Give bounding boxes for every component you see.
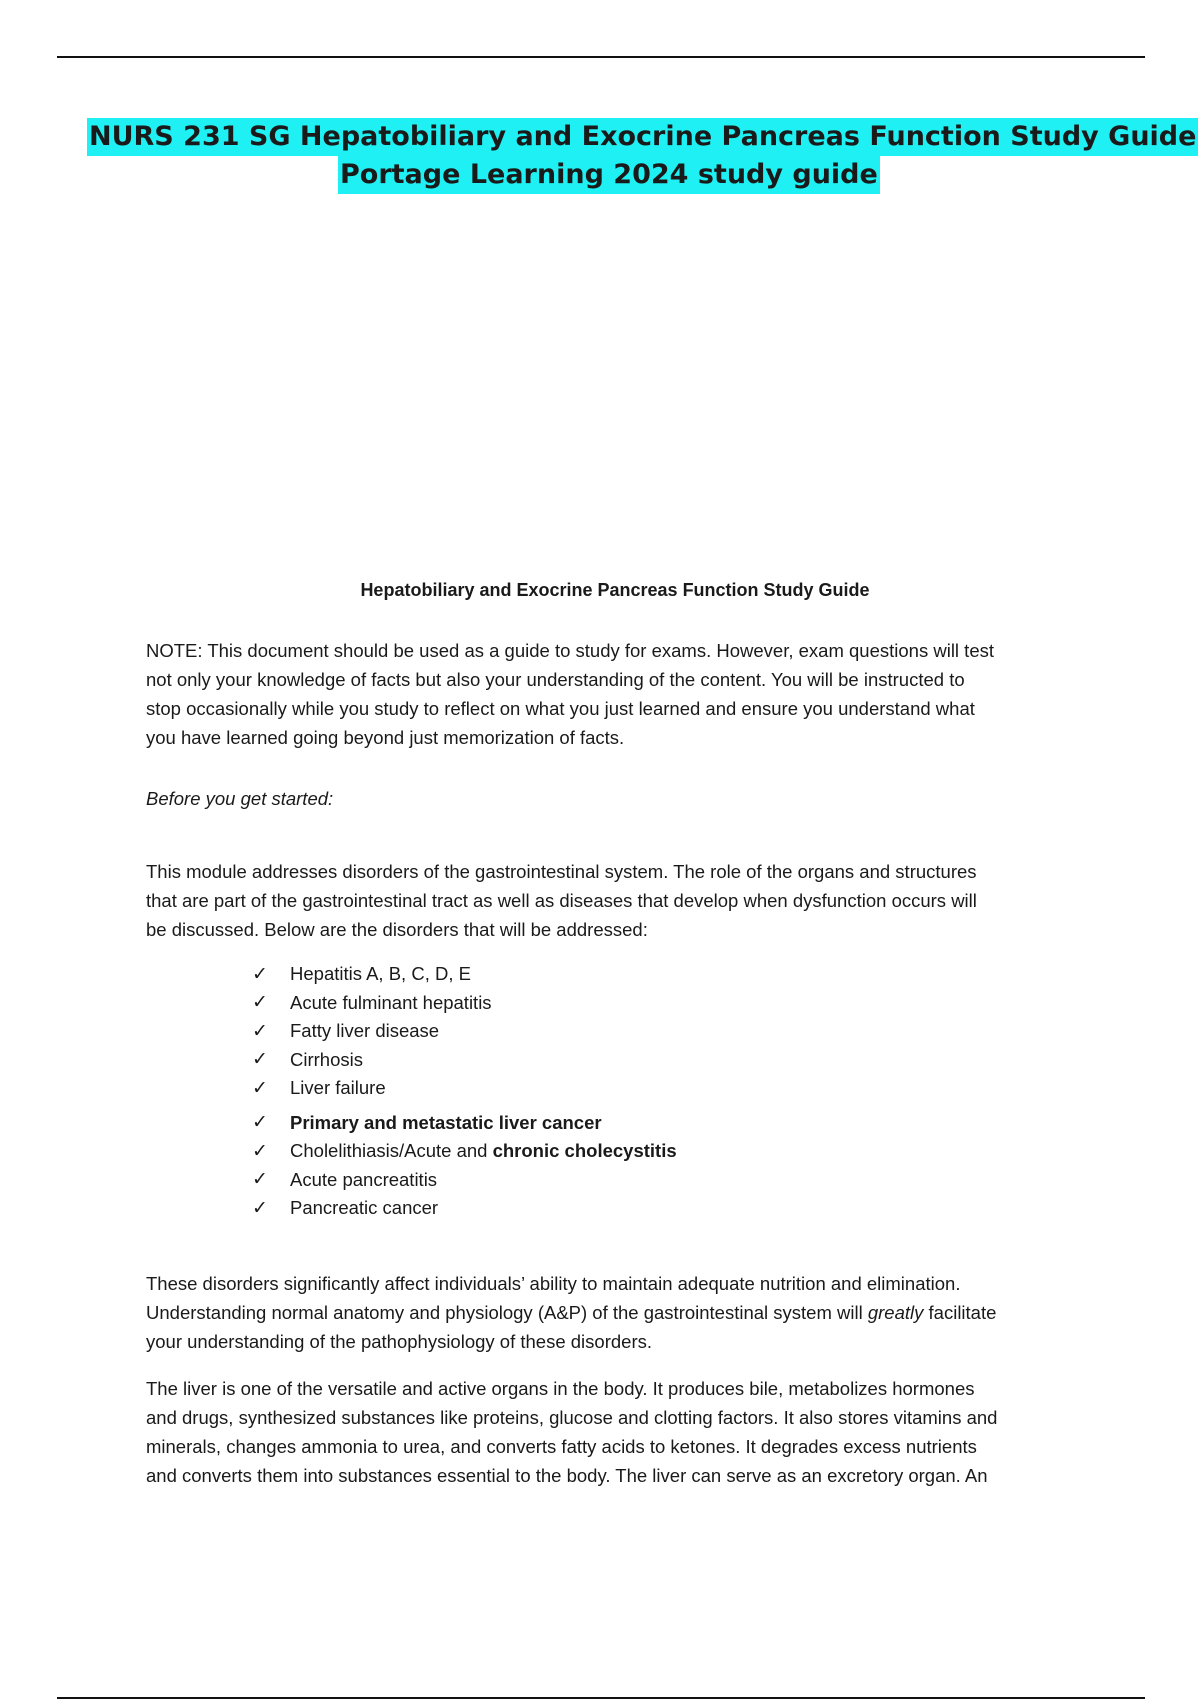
module-line: This module addresses disorders of the gastrointestinal system. The role of the organs and structures	[146, 861, 977, 882]
list-item-label: Acute pancreatitis	[290, 1168, 438, 1190]
list-item	[252, 1194, 677, 1223]
disorders-impact-paragraph	[146, 1269, 1096, 1356]
disorder-checklist	[252, 960, 677, 1223]
list-item-label: Primary and metastatic liver cancer	[290, 1111, 602, 1133]
note-line: NOTE: This document should be used as a guide to study for exams. However, exam questions will test	[146, 640, 994, 661]
text-run: facilitate	[923, 1302, 997, 1323]
paragraph-line: and converts them into substances essential to the body. The liver can serve as an excretory organ. An	[146, 1465, 988, 1486]
list-item	[252, 1137, 677, 1166]
paragraph-line: These disorders significantly affect individuals’ ability to maintain adequate nutrition and elimination.	[146, 1273, 961, 1294]
note-paragraph	[146, 636, 1086, 752]
checkmark-icon: ✓	[252, 1140, 268, 1162]
emphasis-text: greatly	[867, 1302, 924, 1323]
module-paragraph	[146, 857, 1086, 944]
list-item	[252, 1166, 677, 1195]
paragraph-line: and drugs, synthesized substances like proteins, glucose and clotting factors. It also stores vitamins and	[146, 1407, 998, 1428]
list-item-label: Acute fulminant hepatitis	[290, 991, 492, 1013]
checkmark-icon: ✓	[252, 1112, 268, 1134]
title-line-1: NURS 231 SG Hepatobiliary and Exocrine Pancreas Function Study Guide	[87, 118, 1198, 156]
liver-paragraph	[146, 1374, 1086, 1490]
before-you-start: Before you get started:	[146, 788, 334, 809]
list-item-label-bold: chronic cholecystitis	[492, 1140, 677, 1162]
title-line-2: Portage Learning 2024 study guide	[338, 156, 880, 194]
note-line: you have learned going beyond just memorization of facts.	[146, 727, 625, 748]
list-item	[252, 1074, 677, 1103]
list-item-label: Hepatitis A, B, C, D, E	[290, 963, 471, 985]
text-run: Understanding normal anatomy and physiology (A&P) of the gastrointestinal system will	[146, 1302, 868, 1323]
checkmark-icon: ✓	[252, 1049, 268, 1071]
list-item-label: Cirrhosis	[290, 1048, 363, 1070]
paragraph-line: your understanding of the pathophysiology of these disorders.	[146, 1331, 652, 1352]
note-line: stop occasionally while you study to reflect on what you just learned and ensure you understand what	[146, 698, 975, 719]
list-item-label: Liver failure	[290, 1077, 386, 1099]
list-item-label: Pancreatic cancer	[290, 1197, 439, 1219]
paragraph-line: The liver is one of the versatile and active organs in the body. It produces bile, metabolizes hormones	[146, 1378, 975, 1399]
checkmark-icon: ✓	[252, 992, 268, 1014]
list-item-label: Cholelithiasis/Acute and	[290, 1140, 493, 1162]
note-line: not only your knowledge of facts but also your understanding of the content. You will be instructed to	[146, 669, 965, 690]
list-item	[252, 1109, 677, 1138]
checkmark-icon: ✓	[252, 1020, 268, 1042]
module-line: be discussed. Below are the disorders that will be addressed:	[146, 919, 648, 940]
list-item-label: Fatty liver disease	[290, 1020, 440, 1042]
section-heading: Hepatobiliary and Exocrine Pancreas Function Study Guide	[360, 580, 870, 600]
list-item	[252, 1017, 677, 1046]
checkmark-icon: ✓	[252, 1169, 268, 1191]
paragraph-line: minerals, changes ammonia to urea, and converts fatty acids to ketones. It degrades excess nutrients	[146, 1436, 977, 1457]
checkmark-icon: ✓	[252, 1077, 268, 1099]
list-item	[252, 1046, 677, 1075]
top-rule	[57, 56, 1145, 58]
checkmark-icon: ✓	[252, 963, 268, 985]
module-line: that are part of the gastrointestinal tract as well as diseases that develop when dysfunction occurs will	[146, 890, 977, 911]
list-item	[252, 960, 677, 989]
bottom-rule	[57, 1697, 1145, 1699]
list-item	[252, 989, 677, 1018]
checkmark-icon: ✓	[252, 1197, 268, 1219]
paragraph-line	[146, 1298, 1096, 1327]
